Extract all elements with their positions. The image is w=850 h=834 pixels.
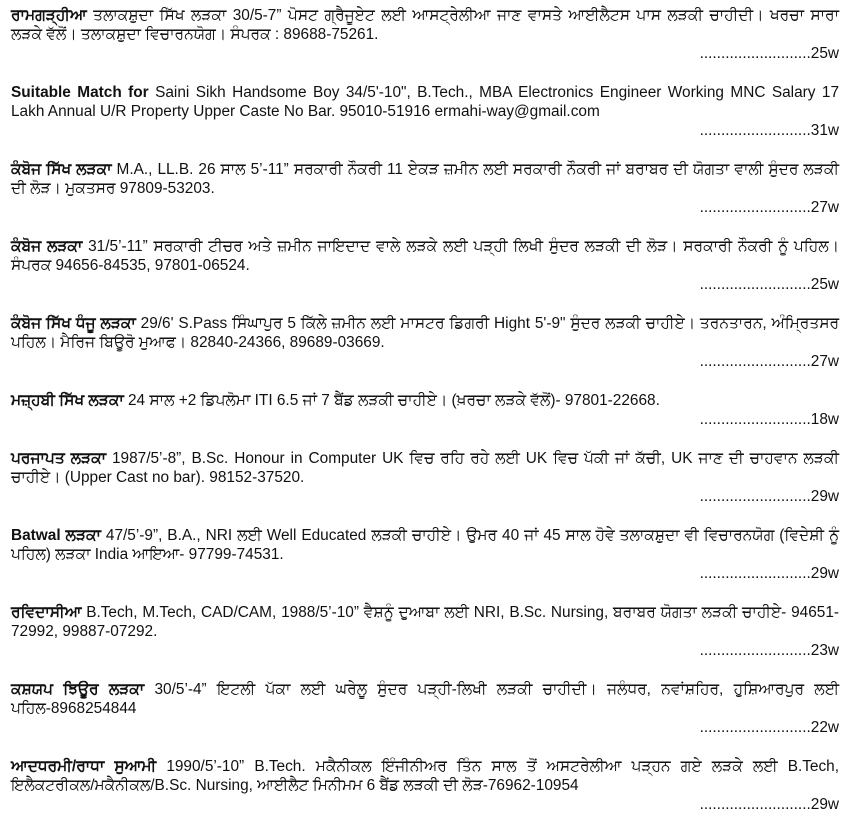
ad-code: 29w [810, 796, 839, 813]
classified-ads-column [11, 6, 839, 834]
classified-ad [11, 449, 839, 506]
ad-body: 1987/5’-8”, B.Sc. Honour in Computer UK ਵਿਚ ਰਹਿ ਰਹੇ ਲਈ UK ਵਿਚ ਪੱਕੀ ਜਾਂ ਕੱਚੀ, UK ਜਾਣ ਦੀ ਚਾਹਵਾਨ ਲੜਕੀ ਚਾਹੀਏ। (Upper Cast no bar). 98152-37520. [11, 450, 839, 486]
classified-ad [11, 757, 839, 814]
classified-ad [11, 680, 839, 737]
leader-dots: .......................... [699, 45, 811, 62]
classified-ad [11, 526, 839, 583]
ad-body: Saini Sikh Handsome Boy 34/5'-10", B.Tech., MBA Electronics Engineer Working MNC Salary 17 Lakh Annual U/R Property Upper Caste No Bar. 95010-51916 ermahi-way@gmail.com [11, 84, 840, 120]
ad-title: ਕਸ਼ਯਪ ਝਿਊਰ ਲੜਕਾ [11, 681, 145, 698]
leader-dots: .......................... [699, 411, 811, 428]
ad-title: ਮਜ਼੍ਹਬੀ ਸਿੱਖ ਲੜਕਾ [11, 392, 124, 409]
ad-body: M.A., LL.B. 26 ਸਾਲ 5’-11” ਸਰਕਾਰੀ ਨੌਕਰੀ 11 ਏਕੜ ਜ਼ਮੀਨ ਲਈ ਸਰਕਾਰੀ ਨੌਕਰੀ ਜਾਂ ਬਰਾਬਰ ਦੀ ਯੋਗਤਾ ਵਾਲੀ ਸੁੰਦਰ ਲੜਕੀ ਦੀ ਲੋੜ। ਮੁਕਤਸਰ 97809-53203. [11, 161, 839, 197]
ad-body: 29/6' S.Pass ਸਿੰਘਾਪੁਰ 5 ਕਿੱਲੇ ਜ਼ਮੀਨ ਲਈ ਮਾਸਟਰ ਡਿਗਰੀ Hight 5'-9" ਸੁੰਦਰ ਲੜਕੀ ਚਾਹੀਏ। ਤਰਨਤਾਰਨ, ਅੰਮ੍ਰਿਤਸਰ ਪਹਿਲ। ਮੈਰਿਜ ਬਿਊਰੋ ਮੁਆਫ। 82840-24366, 89689-03669. [11, 315, 839, 351]
classified-ad [11, 391, 839, 429]
ad-body: 30/5’-4” ਇਟਲੀ ਪੱਕਾ ਲਈ ਘਰੇਲੂ ਸੁੰਦਰ ਪੜ੍ਹੀ-ਲਿਖੀ ਲੜਕੀ ਚਾਹੀਦੀ। ਜਲੰਧਰ, ਨਵਾਂਸ਼ਹਿਰ, ਹੁਸ਼ਿਆਰਪੁਰ ਲਈ ਪਹਿਲ-8968254844 [11, 681, 839, 717]
ad-title: ਕੰਬੋਜ ਲੜਕਾ [11, 238, 83, 255]
classified-ad [11, 83, 839, 140]
leader-dots: .......................... [699, 488, 811, 505]
ad-code: 29w [810, 488, 839, 505]
classified-ad [11, 603, 839, 660]
ad-code-line [11, 198, 839, 217]
ad-code-line [11, 121, 839, 140]
ad-body: 31/5’-11” ਸਰਕਾਰੀ ਟੀਚਰ ਅਤੇ ਜ਼ਮੀਨ ਜਾਇਦਾਦ ਵਾਲੇ ਲੜਕੇ ਲਈ ਪੜ੍ਹੀ ਲਿਖੀ ਸੁੰਦਰ ਲੜਕੀ ਦੀ ਲੋੜ। ਸਰਕਾਰੀ ਨੌਕਰੀ ਨੂੰ ਪਹਿਲ। ਸੰਪਰਕ 94656-84535, 97801-06524. [11, 238, 839, 274]
ad-code-line [11, 410, 839, 429]
ad-title: Batwal ਲੜਕਾ [11, 527, 101, 544]
leader-dots: .......................... [699, 565, 811, 582]
ad-body: ਤਲਾਕਸ਼ੁਦਾ ਸਿੱਖ ਲੜਕਾ 30/5-7” ਪੋਸਟ ਗ੍ਰੈਜੂਏਟ ਲਈ ਆਸਟ੍ਰੇਲੀਆ ਜਾਣ ਵਾਸਤੇ ਆਈਲੈਟਸ ਪਾਸ ਲੜਕੀ ਚਾਹੀਦੀ। ਖਰਚਾ ਸਾਰਾ ਲੜਕੇ ਵੱਲੋਂ। ਤਲਾਕਸ਼ੁਦਾ ਵਿਚਾਰਨਯੋਗ। ਸੰਪਰਕ : 89688-75261. [11, 7, 839, 43]
ad-code-line [11, 352, 839, 371]
leader-dots: .......................... [699, 642, 811, 659]
ad-code-line [11, 641, 839, 660]
ad-code: 27w [810, 199, 839, 216]
ad-code-line [11, 275, 839, 294]
classified-ad [11, 237, 839, 294]
ad-code: 18w [810, 411, 839, 428]
ad-code: 22w [810, 719, 839, 736]
leader-dots: .......................... [699, 353, 811, 370]
ad-code-line [11, 487, 839, 506]
ad-code: 31w [810, 122, 839, 139]
leader-dots: .......................... [699, 122, 811, 139]
ad-body: B.Tech, M.Tech, CAD/CAM, 1988/5’-10” ਵੈਸ਼ਨੂੰ ਦੁਆਬਾ ਲਈ NRI, B.Sc. Nursing, ਬਰਾਬਰ ਯੋਗਤਾ ਲੜਕੀ ਚਾਹੀਏ- 94651-72992, 99887-07292. [11, 604, 839, 640]
leader-dots: .......................... [699, 719, 811, 736]
leader-dots: .......................... [699, 276, 811, 293]
ad-code: 23w [810, 642, 839, 659]
ad-code: 27w [810, 353, 839, 370]
ad-code-line [11, 718, 839, 737]
ad-title: Suitable Match for [11, 84, 149, 101]
ad-title: ਕੰਬੋਜ ਸਿੱਖ ਲੜਕਾ [11, 161, 112, 178]
ad-code: 25w [810, 45, 839, 62]
ad-title: ਕੰਬੋਜ ਸਿੱਖ ਧੰਜੂ ਲੜਕਾ [11, 315, 136, 332]
ad-title: ਰਾਮਗੜ੍ਹੀਆ [11, 7, 87, 24]
classified-ad [11, 314, 839, 371]
ad-body: 1990/5’-10” B.Tech. ਮਕੈਨੀਕਲ ਇੰਜੀਨੀਅਰ ਤਿੰਨ ਸਾਲ ਤੋਂ ਅਸਟਰੇਲੀਆ ਪੜ੍ਹਨ ਗਏ ਲੜਕੇ ਲਈ B.Tech, ਇਲੈਕਟਰੀਕਲ/ਮਕੈਨੀਕਲ/B.Sc. Nursing, ਆਈਲੈਟ ਮਿਨੀਮਮ 6 ਬੈਂਡ ਲੜਕੀ ਦੀ ਲੋੜ-76962-10954 [11, 758, 840, 794]
leader-dots: .......................... [699, 796, 811, 813]
classified-ad [11, 160, 839, 217]
ad-title: ਰਵਿਦਾਸੀਆ [11, 604, 82, 621]
ad-body: 24 ਸਾਲ +2 ਡਿਪਲੋਮਾ ITI 6.5 ਜਾਂ 7 ਬੈਂਡ ਲੜਕੀ ਚਾਹੀਏ। (ਖ਼ਰਚਾ ਲੜਕੇ ਵੱਲੋਂ)- 97801-22668. [128, 392, 660, 409]
leader-dots: .......................... [699, 199, 811, 216]
classified-ad [11, 6, 839, 63]
ad-code-line [11, 564, 839, 583]
ad-code: 29w [810, 565, 839, 582]
ad-title: ਆਦਧਰਮੀ/ਰਾਧਾ ਸੁਆਮੀ [11, 758, 157, 775]
ad-code-line [11, 44, 839, 63]
ad-body: 47/5’-9”, B.A., NRI ਲਈ Well Educated ਲੜਕੀ ਚਾਹੀਏ। ਉਮਰ 40 ਜਾਂ 45 ਸਾਲ ਹੋਵੇ ਤਲਾਕਸ਼ੁਦਾ ਵੀ ਵਿਚਾਰਨਯੋਗ (ਵਿਦੇਸ਼ੀ ਨੂੰ ਪਹਿਲ) ਲੜਕਾ India ਆਇਆ- 97799-74531. [11, 527, 839, 563]
ad-code: 25w [810, 276, 839, 293]
ad-title: ਪਰਜਾਪਤ ਲੜਕਾ [11, 450, 106, 467]
ad-code-line [11, 795, 839, 814]
